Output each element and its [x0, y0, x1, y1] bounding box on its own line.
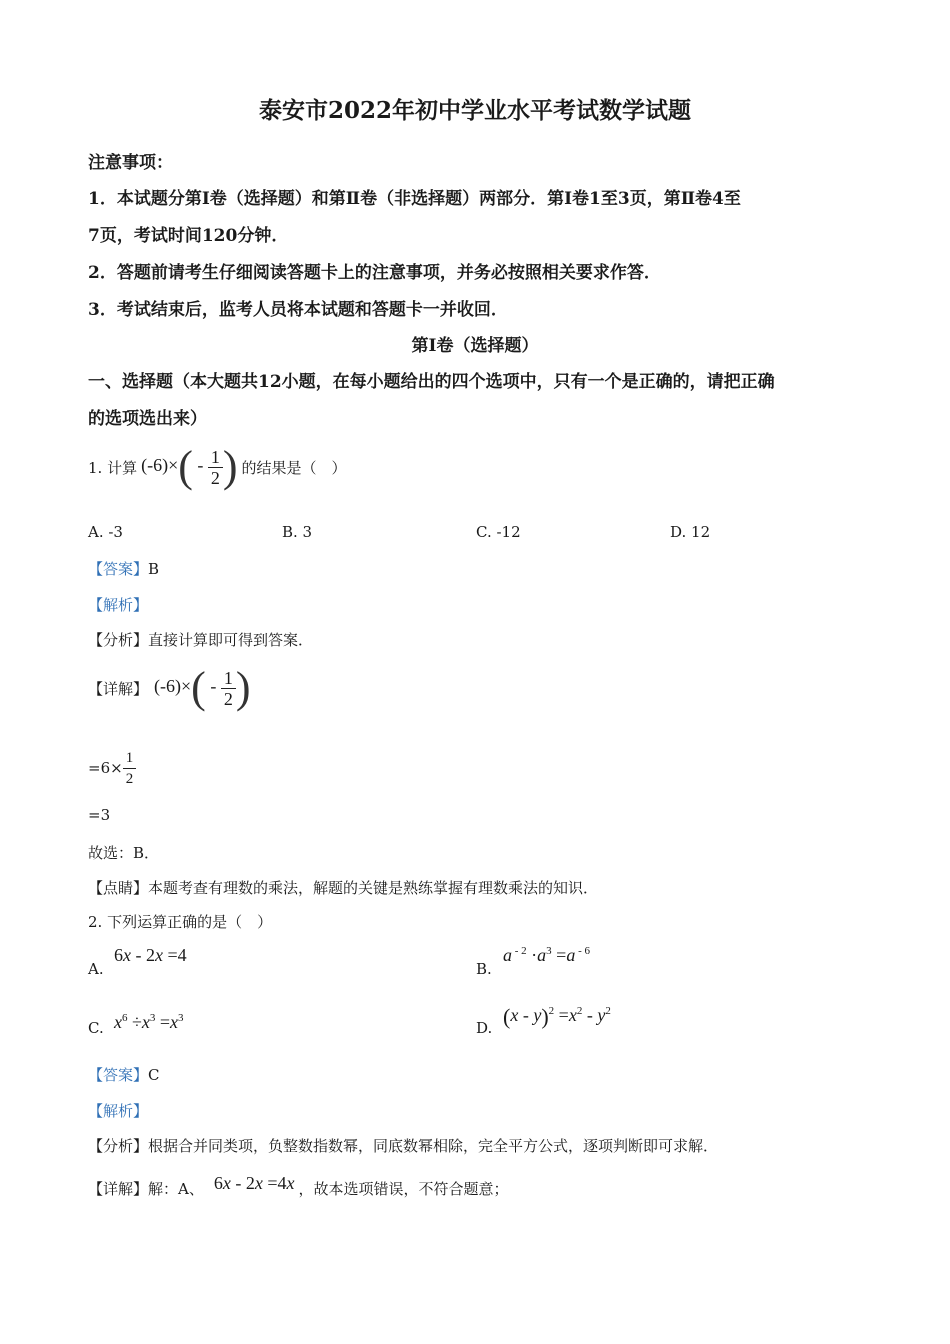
fraction-numerator: 1	[208, 447, 223, 468]
volume-heading: 第Ⅰ卷（选择题）	[411, 336, 539, 356]
expression-factor: (-6)×	[154, 676, 192, 697]
q2-fenxi	[88, 1135, 718, 1156]
answer-tag: 【答案】	[88, 560, 149, 578]
expression-minus: -	[197, 455, 204, 476]
fenxi-text: 直接计算即可得到答案．	[148, 631, 314, 649]
fraction-numerator: 1	[123, 748, 137, 769]
section-heading-line-1: 一、选择题（本大题共12小题，在每小题给出的四个选项中，只有一个是正确的，请把正确	[88, 372, 775, 392]
detail-suffix: ，故本选项错误，不符合题意；	[298, 1179, 509, 1198]
q1-option-d: D. 12	[670, 523, 711, 541]
q1-analysis-tag: 【解析】	[88, 596, 149, 614]
q1-option-b: B. 3	[282, 523, 313, 541]
q2-option-c-label: C.	[88, 1019, 104, 1037]
fraction-numerator: 1	[221, 668, 236, 689]
q1-step-1	[88, 746, 136, 790]
expression-factor: (-6)×	[141, 455, 179, 476]
q1-comment	[88, 877, 598, 898]
q2-detail	[88, 1166, 509, 1210]
fraction-denominator: 2	[223, 688, 233, 709]
detail-tag: 【详解】	[88, 1179, 149, 1198]
q2-analysis-tag: 【解析】	[88, 1102, 149, 1120]
question-1-expression: (-6)×( - $\frac{1}{2}$ )	[141, 442, 238, 491]
notice-item-1-line-2: 7页，考试时间120分钟．	[88, 226, 289, 246]
q1-option-c: C. -12	[476, 523, 521, 541]
question-1-stem	[88, 437, 347, 497]
q1-answer	[88, 558, 159, 579]
answer-tag: 【答案】	[88, 1066, 149, 1084]
detail-formula: 6x - 2x =4x	[213, 1172, 295, 1193]
q2-option-a-formula: 6x - 2x =4	[114, 945, 187, 965]
q2-answer	[88, 1064, 160, 1085]
question-1-suffix: 的结果是（ ）	[241, 458, 347, 477]
q1-detail	[88, 660, 250, 716]
q2-option-d-formula: $(x - y)^2 =x^2 - y^2$	[503, 1004, 611, 1029]
comment-tag: 【点睛】	[88, 879, 149, 897]
q1-choice: 故选：B．	[88, 844, 160, 862]
answer-value: C	[148, 1066, 160, 1084]
fenxi-text: 根据合并同类项，负整数指数幂，同底数幂相除，完全平方公式，逐项判断即可求解．	[148, 1137, 719, 1155]
section-heading-line-2: 的选项选出来）	[88, 409, 207, 429]
fenxi-tag: 【分析】	[88, 1137, 149, 1155]
q2-option-d-label: D.	[476, 1019, 493, 1037]
q2-option-a-label: A.	[88, 960, 104, 978]
q1-fenxi	[88, 629, 313, 650]
q2-option-b-label: B.	[476, 960, 492, 978]
step-1-prefix: =6×	[88, 759, 123, 777]
notice-item-2: 2．答题前请考生仔细阅读答题卡上的注意事项，并务必按照相关要求作答．	[88, 263, 661, 283]
fraction-denominator: 2	[125, 770, 134, 787]
page-title: 泰安市2022年初中学业水平考试数学试题	[258, 97, 691, 124]
q1-option-a: A. -3	[88, 523, 123, 541]
notice-item-1-line-1: 1．本试题分第Ⅰ卷（选择题）和第Ⅱ卷（非选择题）两部分．第Ⅰ卷1至3页，第Ⅱ卷4至	[88, 189, 741, 209]
answer-value: B	[148, 560, 160, 578]
detail-expression: (-6)×( - $\frac{1}{2}$ )	[154, 663, 251, 712]
q2-option-b-formula: a $^{- 2} \cdot a^3 =a$ $^{- 6}$	[503, 945, 590, 965]
expression-minus: -	[210, 676, 217, 697]
question-1-prefix: 1. 计算	[88, 458, 138, 477]
detail-tag: 【详解】	[88, 679, 149, 698]
question-2-stem: 2. 下列运算正确的是（ ）	[88, 913, 273, 931]
comment-text: 本题考查有理数的乘法，解题的关键是熟练掌握有理数乘法的知识．	[148, 879, 599, 897]
notice-item-3: 3．考试结束后，监考人员将本试题和答题卡一并收回．	[88, 300, 508, 320]
fraction-denominator: 2	[210, 467, 220, 488]
fenxi-tag: 【分析】	[88, 631, 149, 649]
q1-step-2: =3	[88, 806, 111, 824]
detail-prefix: 解：A、	[148, 1179, 204, 1198]
q2-option-c-formula: $x^6 \div x^3 =x^3$	[114, 1012, 184, 1032]
notice-heading: 注意事项：	[88, 153, 173, 173]
